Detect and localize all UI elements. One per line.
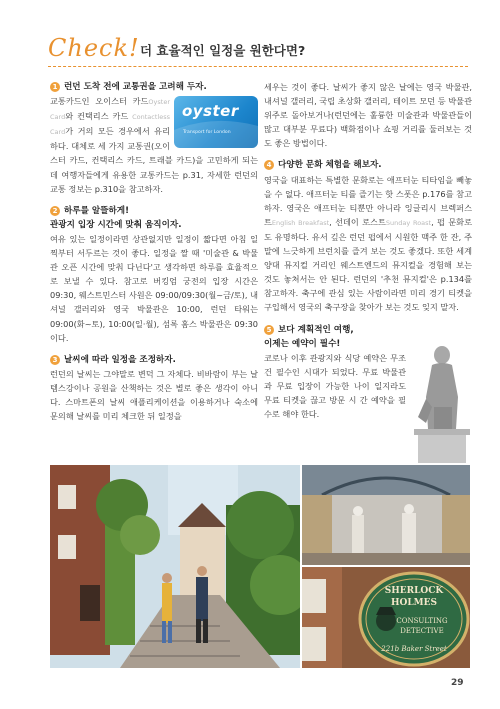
section-3-title: 3 날씨에 따라 일정을 조정하자. [50,353,258,367]
section-number-badge: 4 [264,160,274,170]
right-column [264,76,472,463]
section-5-title: 5 보다 계획적인 여행, [264,323,472,337]
section-number-badge: 3 [50,355,60,365]
sign-line-2: HOLMES [391,598,437,608]
oyster-card-subtitle: Transport for London [183,130,231,135]
section-1-title: 1 런던 도착 전에 교통권을 고려해 두자. [50,80,258,94]
sign-line-5: 221b Baker Street [381,645,447,653]
page-number: 29 [451,678,464,688]
statue-image [412,337,472,463]
section-3-text: 런던의 날씨는 그야말로 변덕 그 자체다. 비바람이 부는 날 템스강이나 공원을 산책하는 것은 별로 좋은 생각이 아니다. 스마트폰의 날씨 애플리케이션을 이용하거나 숙소에 문의해 날씨를 미리 체크한 뒤 일정을 [50,368,258,422]
section-2-text: 여유 있는 일정이라면 상관없지만 일정이 짧다면 아침 일찍부터 서두르는 것이 좋다. 일정을 짤 때 '미술관 & 박물관 오픈 시간에 맞춰 다닌다'고 생각하면 하루를 효율적으로 보낼 수 있다. 참고로 버킹엄 궁전의 입장 시간은 09:30, 웨스트민스터 사원은 09:00/09:30(월~금/토), 내셔널 갤러리와 영국 박물관은 10:00, 런던 타워는 09:00(화~토), 10:00(일·월), 섬록 홈스 박물관은 09:30이다. [50,233,258,343]
section-5-text: 이제는 예약이 필수! 코로나 이후 관광지와 식당 예약은 무조건 필수인 시대가 되었다. 무료 박물관과 무료 입장이 가능한 나이 일지라도 무료 티켓을 끊고 방문 시 간 예약을 필수로 해야 한다. [264,337,472,422]
check-heading: Check! [48,34,140,62]
sign-line-4: DETECTIVE [400,627,444,635]
street-photo [50,465,300,668]
section-1-text: oyster Transport for London 교통카드인 오이스터 카드Oyster Card와 컨택리스 카드 Contactless Card가 거의 모든 경우에서 유리하다. 대체로 세 가지 교통권(오이스터 카드, 컨택리스 카드, 트래블 카드)을 고민하게 되는데 여행자들에게 유용한 교통카드는 p.31, 자세한 런던의 교통 정보는 p.310을 참고하자. [50,96,258,194]
section-2-title: 2 하루를 알뜰하게! [50,204,258,218]
oyster-card-image [174,96,258,148]
oyster-card-brand: oyster [182,102,239,121]
sherlock-sign-photo [302,567,470,668]
header-divider [48,66,468,67]
section-5-subtitle: 이제는 예약이 필수! [264,338,341,349]
section-number-badge: 1 [50,82,60,92]
section-2-subtitle: 관광지 입장 시간에 맞춰 움직이자. [50,219,182,230]
card-swoosh-icon [174,96,258,148]
section-3-text-continued: 세우는 것이 좋다. 날씨가 좋지 않은 날에는 영국 박물관, 내셔널 갤러리, 국립 초상화 갤러리, 테이트 모던 등 박물관 위주로 돌아보거나(런던에는 훌륭한 미술관과 박물관들이 많고 대부분 무료다) 백화점이나 쇼핑 거리를 둘러보는 것도 좋은 방법이다. [264,82,472,149]
header-title: 더 효율적인 일정을 원한다면? [140,43,306,58]
section-4-text: 영국을 대표하는 특별한 문화로는 애프터눈 티타임을 빼놓을 수 없다. 애프터눈 티를 즐기는 핫 스폿은 p.176를 참고하자. 영국은 애프터눈 티뿐만 아니라 잉글리시 브렉퍼스트English Breakfast, 선데이 로스트Sunday Roast, 펍 문화로도 유명하다. 유서 깊은 런던 펍에서 시원한 맥주 한 잔, 주말에 느긋하게 브런치를 즐겨 보는 것도 좋겠다. 또한 세계 양대 뮤지컬 거리인 웨스트엔드의 뮤지컬을 경험해 보는 것도 놓쳐서는 안 된다. 런던의 '추천 뮤지컬'은 p.134를 참고하자. 축구에 관심 있는 사람이라면 미리 경기 티켓을 구입해서 영국의 축구장을 찾아가 보는 것도 잊지 말자. [264,174,472,313]
sign-line-1: SHERLOCK [384,586,444,596]
section-number-badge: 2 [50,206,60,216]
left-column [50,76,258,429]
page-header [48,34,468,64]
museum-photo [302,465,470,565]
section-4-title: 4 다양한 문화 체험을 해보자. [264,158,472,172]
section-number-badge: 5 [264,325,274,335]
sign-line-3: CONSULTING [396,617,448,625]
